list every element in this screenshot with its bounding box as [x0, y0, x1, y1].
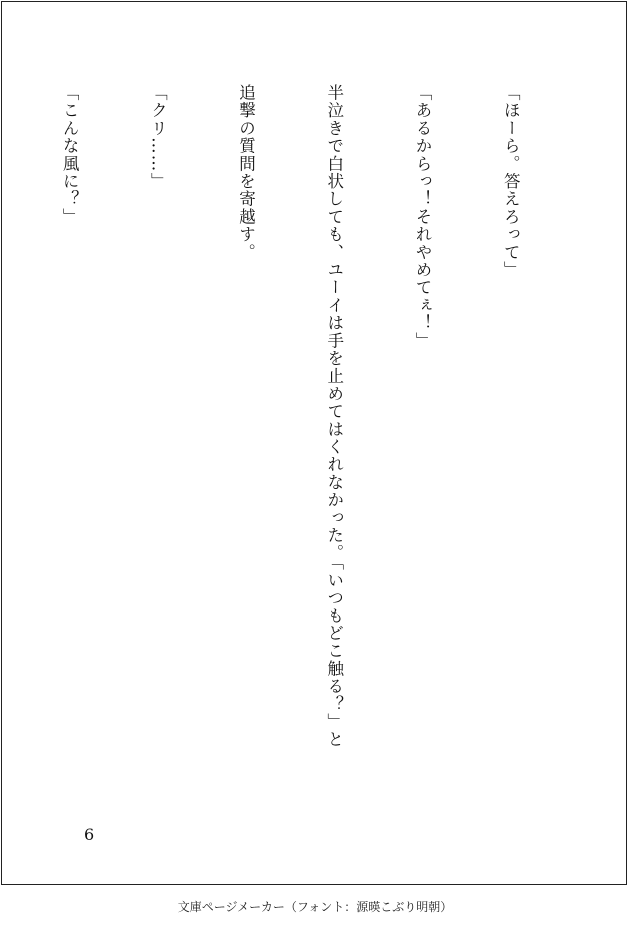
- footer-credit: 文庫ページメーカー（フォント：源暎こぶり明朝）: [177, 900, 453, 914]
- book-page: [1, 1, 627, 885]
- text-line: 追撃の質問を寄越す。: [236, 84, 256, 261]
- vertical-text-block: [0, 84, 584, 824]
- text-line: 半泣きで白状しても、ユーイは手を止めてはくれなかった。「いつもどこ触る？」と: [324, 84, 344, 749]
- text-line: 「ほーら。答えろって」: [501, 84, 521, 279]
- text-line: 「クリ……」: [148, 84, 168, 191]
- text-line: 「あるからっ！それやめてぇ！」: [412, 84, 432, 350]
- text-line: 「こんな風に？」: [60, 84, 80, 226]
- page-number: 6: [84, 825, 95, 844]
